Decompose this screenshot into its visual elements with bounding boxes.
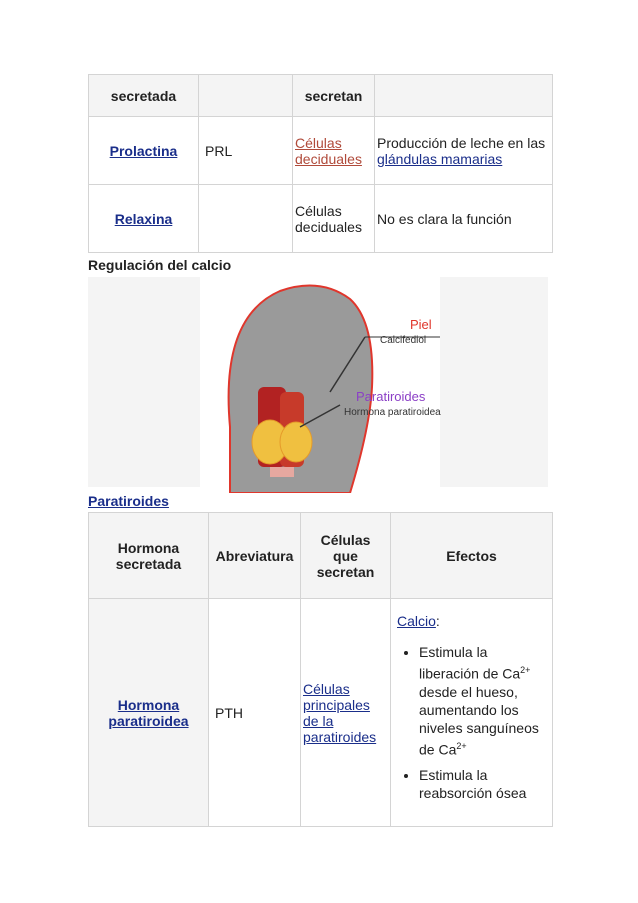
abbr-cell: PTH xyxy=(209,599,301,827)
abbr-cell xyxy=(199,185,293,253)
header-effects xyxy=(375,75,553,117)
effect-text: Producción de leche en las xyxy=(377,134,546,151)
effect-text: No es clara la función xyxy=(375,185,553,253)
header-abbr xyxy=(199,75,293,117)
list-item xyxy=(419,766,546,802)
parathyroid-table xyxy=(88,512,553,827)
glandulas-mamarias-link[interactable]: glándulas mamarias xyxy=(377,150,503,167)
header-abbr: Abreviatura xyxy=(209,513,301,599)
table-row xyxy=(89,117,553,185)
bullet1-sup2: 2+ xyxy=(456,740,467,751)
label-paratiroides: Paratiroides xyxy=(356,389,426,404)
neck-illustration xyxy=(200,277,440,493)
hormones-table-top xyxy=(88,74,553,253)
bullet1-text: Estimula la liberación de Ca xyxy=(419,644,521,682)
relaxina-link[interactable]: Relaxina xyxy=(114,210,173,227)
figure-pad-right xyxy=(440,277,548,487)
celulas-deciduales-link[interactable]: Células deciduales xyxy=(295,134,362,167)
cells-text: Células deciduales xyxy=(293,185,375,253)
neck-svg xyxy=(200,277,440,493)
celulas-principales-link[interactable]: Células principales de la paratiroides xyxy=(303,680,377,745)
header-hormone: secretada xyxy=(89,75,199,117)
table-row xyxy=(89,599,553,827)
label-piel: Piel xyxy=(410,317,432,332)
figure-pad-left xyxy=(88,277,200,487)
abbr-cell: PRL xyxy=(199,117,293,185)
effects-list xyxy=(397,643,546,802)
bullet1-mid: desde el hueso, aumentando los niveles sanguíneos de Ca xyxy=(419,683,539,758)
hormona-paratiroidea-link[interactable]: Hormona paratiroidea xyxy=(108,696,189,729)
header-effects: Efectos xyxy=(391,513,553,599)
calcium-figure xyxy=(88,277,552,493)
list-item xyxy=(419,643,546,758)
parathyroid-heading[interactable]: Paratiroides xyxy=(88,493,169,509)
table-row xyxy=(89,185,553,253)
bullet2-text: Estimula la reabsorción ósea xyxy=(419,767,527,802)
calcium-heading: Regulación del calcio xyxy=(88,257,232,273)
label-hormona: Hormona paratiroidea xyxy=(344,407,441,418)
header-cells: secretan xyxy=(293,75,375,117)
header-cells: Células que secretan xyxy=(301,513,391,599)
label-calcifediol: Calcifediol xyxy=(380,335,427,346)
calcio-link[interactable]: Calcio xyxy=(397,613,436,629)
document-page xyxy=(88,74,552,827)
header-hormone: Hormona secretada xyxy=(89,513,209,599)
bullet1-sup: 2+ xyxy=(520,665,531,675)
prolactina-link[interactable]: Prolactina xyxy=(109,142,178,159)
calcio-colon: : xyxy=(435,613,440,629)
